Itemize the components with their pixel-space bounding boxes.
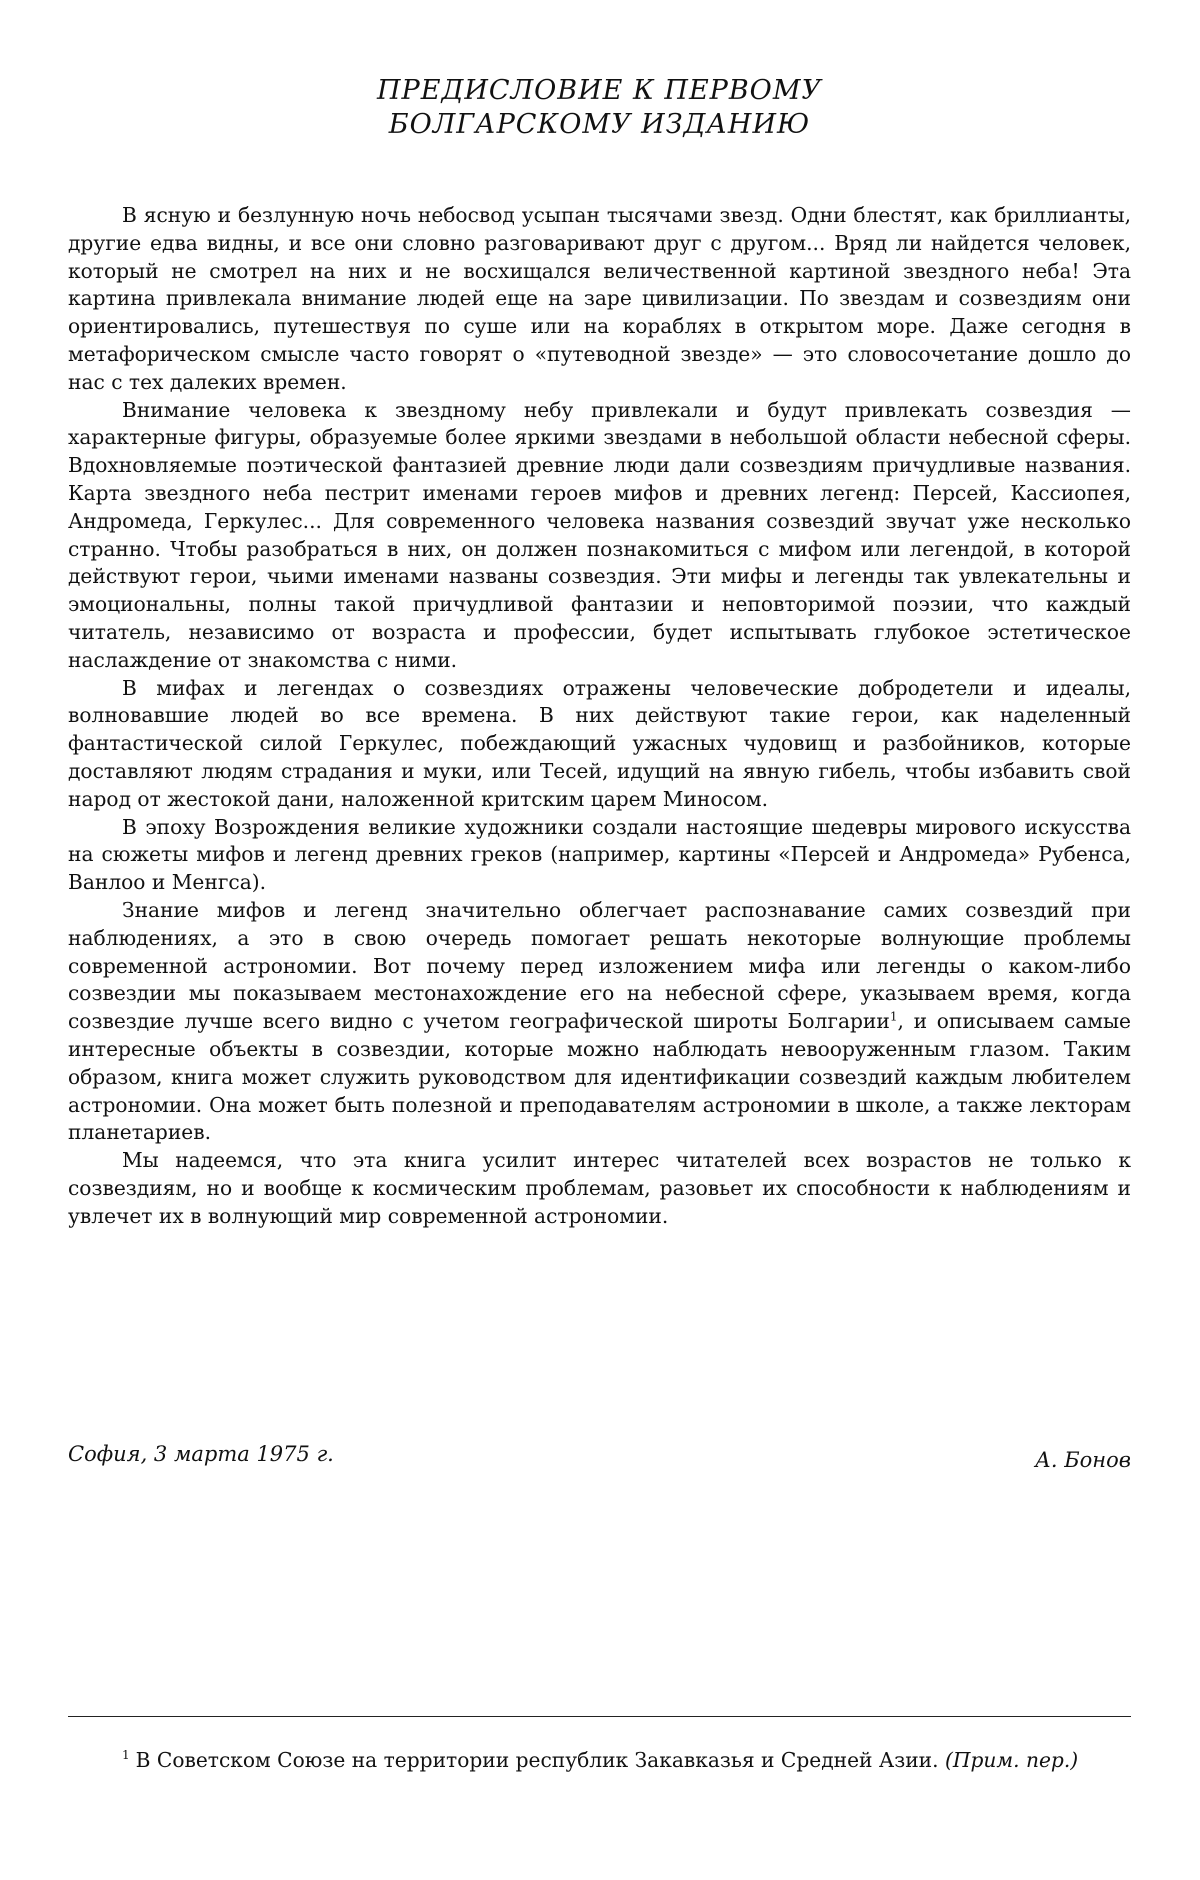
paragraph-1: В ясную и безлунную ночь небосвод усыпан тысячами звезд. Одни блестят, как бриллианты, другие едва видны, и все они словно разговаривают друг с другом... Вряд ли найдется человек, который не смотрел на них и не восхищался величественной картиной звездного неба! Эта картина привлекала внимание людей еще на заре цивилизации. По звездам и созвездиям они ориентировались, путешествуя по суше или на кораблях в открытом море. Даже сегодня в метафорическом смысле часто говорят о «путеводной звезде» — это словосочетание дошло до нас с тех далеких времен. (68, 203, 1131, 394)
paragraph-5 (68, 897, 1131, 1147)
paragraph-5-part-2: , и описываем самые интересные объекты в созвездии, которые можно наблюдать невооруженным глазом. Таким образом, книга может служить руководством для идентификации созвездий каждым любителем астрономии. Она может быть полезной и преподавателям астрономии в школе, а также лекторам планетариев. (68, 1009, 1131, 1145)
footnote-text: В Советском Союзе на территории республик Закавказья и Средней Азии. (135, 1748, 939, 1772)
footnote-mark: 1 (122, 1748, 130, 1763)
title-line-2: БОЛГАРСКОМУ ИЗДАНИЮ (388, 109, 811, 140)
document-page (68, 56, 1131, 1836)
body-text (68, 202, 1131, 1230)
footnote (68, 1746, 1131, 1774)
footnote-divider (68, 1716, 1131, 1717)
paragraph-4: В эпоху Возрождения великие художники создали настоящие шедевры мирового искусства на сюжеты мифов и легенд древних греков (например, картины «Персей и Андромеда» Рубенса, Ванлоо и Менгса). (68, 814, 1131, 895)
paragraph-5-part-1: Знание мифов и легенд значительно облегчает распознавание самих созвездий при наблюдениях, а это в свою очередь помогает решать некоторые волнующие проблемы современной астрономии. Вот почему перед изложением мифа или легенды о каком-либо созвездии мы показываем местонахождение его на небесной сфере, указываем время, когда созвездие лучше всего видно с учетом географической широты Болгарии (68, 897, 1131, 1034)
paragraph-2: Внимание человека к звездному небу привлекали и будут привлекать созвездия — характерные фигуры, образуемые более яркими звездами в небольшой области небесной сферы. Вдохновляемые поэтической фантазией древние люди дали созвездиям причудливые названия. Карта звездного неба пестрит именами героев мифов и древних легенд: Персей, Кассиопея, Андромеда, Геркулес... Для современного человека названия созвездий звучат уже несколько странно. Чтобы разобраться в них, он должен познакомиться с мифом или легендой, в которой действуют герои, чьими именами названы созвездия. Эти мифы и легенды так увлекательны и эмоциональны, полны такой причудливой фантазии и неповторимой поэзии, что каждый читатель, независимо от возраста и профессии, будет испытывать глубокое эстетическое наслаждение от знакомства с ними. (68, 397, 1131, 672)
page-title (68, 74, 1131, 142)
footnote-reference: 1 (889, 1009, 898, 1024)
paragraph-6: Мы надеемся, что эта книга усилит интерес читателей всех возрастов не только к созвездиям, но и вообще к космическим проблемам, разовьет их способности к наблюдениям и увлечет их в волнующий мир современной астрономии. (68, 1148, 1131, 1228)
footnote-translator-note: (Прим. пер.) (944, 1748, 1079, 1772)
signature-place-date: София, 3 марта 1975 г. (68, 1442, 334, 1466)
title-line-1: ПРЕДИСЛОВИЕ К ПЕРВОМУ (377, 75, 822, 106)
signature-author: А. Бонов (1034, 1448, 1131, 1472)
paragraph-3: В мифах и легендах о созвездиях отражены человеческие добродетели и идеалы, волновавшие людей во все времена. В них действуют такие герои, как наделенный фантастической силой Геркулес, побеждающий ужасных чудовищ и разбойников, которые доставляют людям страдания и муки, или Тесей, идущий на явную гибель, чтобы избавить свой народ от жестокой дани, наложенной критским царем Миносом. (68, 675, 1131, 811)
